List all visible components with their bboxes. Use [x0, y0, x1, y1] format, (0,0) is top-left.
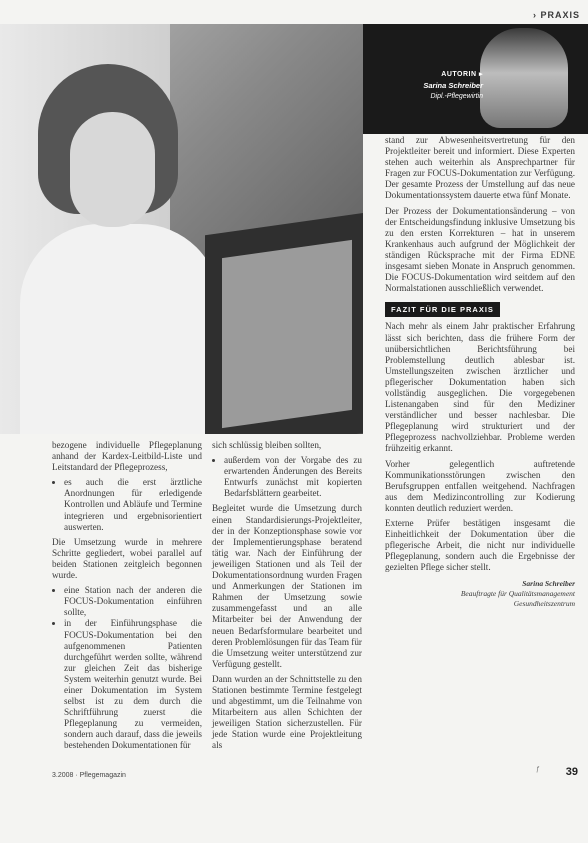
list-item: • es auch die erst ärztliche Anordnungen für erledigende Kontrollen und Abläufe und Termine integrieren und ergebnisorientiert auswerten. — [64, 477, 202, 532]
nurse-at-computer-photo — [0, 24, 363, 434]
page-number: 39 — [565, 766, 578, 778]
paragraph: bezogene individuelle Pflegeplanung anhand der Kardex-Leitbild-Liste und Leitstandard der Pflegeprozess, — [52, 440, 202, 473]
author-role-label: AUTORIN ▸ — [441, 71, 483, 78]
paragraph: Vorher gelegentlich auftretende Kommunikationsstörungen zwischen den Berufsgruppen entfallen weitgehend. Nachfragen aus dem Medizincontrolling zur Kodierung konnten deutlich reduziert werden. — [385, 458, 575, 513]
author-portrait — [480, 28, 568, 128]
list-item: • außerdem von der Vorgabe des zu erwartenden Änderungen des Bereits Entwurfs zunächst mit kopierten Bedarfsblättern gearbeitet. — [224, 455, 362, 499]
footer-mark: ƒ — [536, 766, 540, 773]
paragraph: Die Umsetzung wurde in mehrere Schritte gegliedert, wobei parallel auf beiden Stationen zeitgleich begonnen wurde. — [52, 536, 202, 581]
list-item: • in der Einführungsphase die FOCUS-Dokumentation bei den aufgenommenen Patienten durchgeführt werden sollte, während zur gleichen Zeit das bisherige System weiterhin genutzt wurde. Bei einer Dokumentation im System selbst ist zu dem durch die Schriftführung zuerst die Pflegeplanung zu vermeiden, sondern auch darauf, dass die jeweils bestehenden Dokumentationen für — [64, 618, 202, 751]
paragraph: Dann wurden an der Schnittstelle zu den Stationen bestimmte Termine festgelegt und abgestimmt, um die Teilnahme von Mitarbeitern aus allen Schichten der jeweiligen Station sicherzustellen. Für jede Station wurde eine Projektleitung als — [212, 673, 362, 751]
paragraph: sich schlüssig bleiben sollten, — [212, 440, 322, 450]
author-title: Dipl.-Pflegewirtin — [430, 93, 483, 100]
paragraph: Nach mehr als einem Jahr praktischer Erfahrung lässt sich berichten, dass die frühere Form der unübersichtlichen Berichtsführung bei Problemstellung deutlich ablesbar ist. Umstellungszeiten zwischen ärztlicher und pflegerischer Dokumentation haben sich vollständig ausgeglichen. Die vorgegebenen Listenangaben sind für den Mediziner verständlicher und besser nachlesbar. Die Pflegeplanung wird strukturiert und der Pflegeprozess nachvollziehbar. Probleme werden frühzeitig erkannt. — [385, 321, 575, 454]
author-signature: Sarina Schreiber Beauftragte für Qualitätsmanagement Gesundheitszentrum — [460, 579, 575, 609]
middle-column — [212, 440, 362, 756]
section-label: › PRAXIS — [532, 10, 580, 20]
paragraph: Begleitet wurde die Umsetzung durch einen Standardisierungs-Projektleiter, der in der Konzeptionsphase sowie vor der Implementierungsphase beratend tätig war. Nach der Einführung der jeweiligen Stationen und als Teil der Dokumentationsordnung wurden Fragen und Anmerkungen der Stationen im Rahmen der Umsetzung sowie zusammengefasst und an alle Mitarbeiter bei der Anwendung der neuen Bedarfsformulare bearbeitet und deren Problemlösungen für das Team für die Umsetzung weiter unterstützend zur Verfügung gestellt. — [212, 503, 362, 669]
left-column — [52, 440, 202, 756]
list-item: • eine Station nach der anderen die FOCUS-Dokumentation einführen sollte, — [64, 585, 202, 618]
author-box — [363, 24, 588, 134]
issue-label: 3.2008 · Pflegemagazin — [52, 772, 126, 779]
paragraph: stand zur Abwesenheitsvertretung für den Projektleiter bereit und informiert. Diese Experten stehen auch weiterhin als Ansprechpartner für Fragen zur FOCUS-Dokumentation zur Verfügung. Der gesamte Prozess der Umstellung auf das neue Dokumentationssystem dauerte etwa fünf Monate. — [385, 135, 575, 201]
fazit-heading: FAZIT FÜR DIE PRAXIS — [385, 302, 500, 317]
paragraph: Externe Prüfer bestätigen insgesamt die Einheitlichkeit der Dokumentation über die pflegerische Arbeit, die nicht nur individuelle Pflegeplanung, sondern auch die Ergebnisse der gezielten Pflege sicher stellt. — [385, 518, 575, 573]
right-column — [385, 135, 575, 609]
author-name: Sarina Schreiber — [423, 81, 483, 90]
paragraph: Der Prozess der Dokumentationsänderung – von der Entscheidungsfindung inklusive Umsetzung bis zu den ersten Korrekturen – hat in unserem Krankenhaus auch aufgrund der Möglichkeit der ständigen Rücksprache mit der Firma EDNE insgesamt sieben Monate in Anspruch genommen. Die FOCUS-Dokumentation wird seitdem auf den Normalstationen ausschließlich verwendet. — [385, 205, 575, 294]
